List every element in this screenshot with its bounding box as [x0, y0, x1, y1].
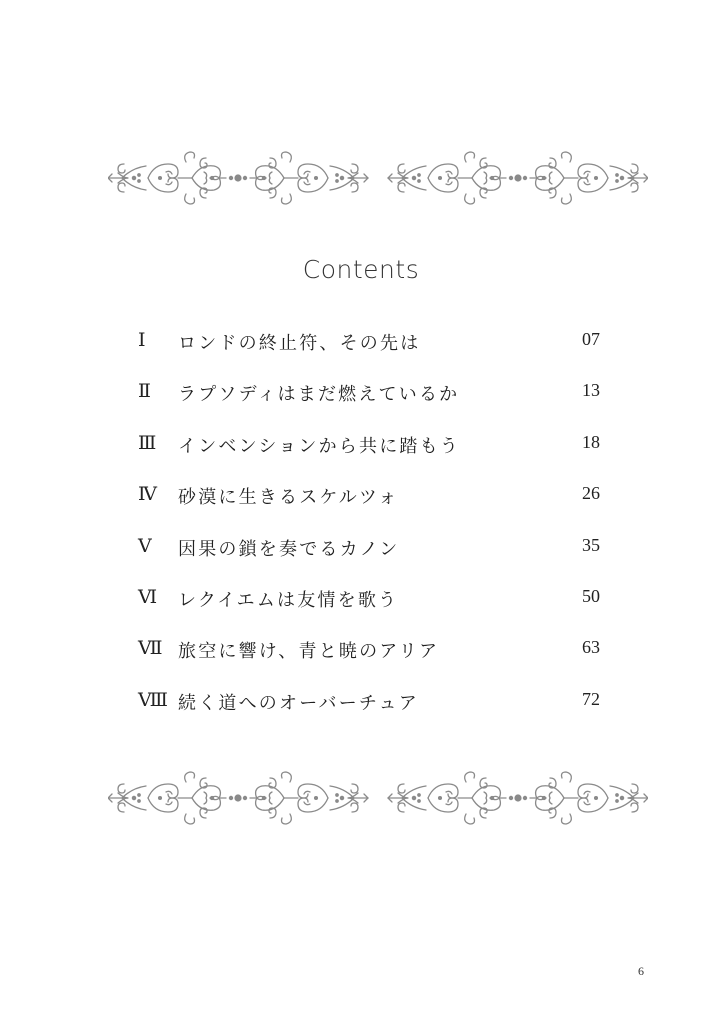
toc-entry[interactable] [138, 580, 600, 631]
chapter-numeral: Ⅴ [138, 535, 152, 557]
chapter-page-number: 63 [582, 637, 600, 658]
filigree-scroll-divider-icon [108, 768, 648, 828]
toc-entry[interactable] [138, 323, 600, 374]
chapter-numeral: Ⅵ [138, 586, 158, 608]
toc-entry[interactable] [138, 683, 600, 734]
chapter-title: 砂漠に生きるスケルツォ [178, 487, 399, 509]
chapter-title: ロンドの終止符、その先は [178, 333, 421, 354]
chapter-page-number: 50 [582, 585, 600, 606]
chapter-page-number: 13 [582, 380, 600, 401]
filigree-scroll-divider-icon [108, 148, 648, 208]
page-number: 6 [638, 964, 644, 978]
toc-entry[interactable] [138, 426, 600, 477]
chapter-page-number: 26 [582, 483, 600, 504]
toc-entry[interactable] [138, 477, 600, 528]
chapter-title: 続く道へのオーバーチュア [178, 692, 419, 714]
chapter-numeral: Ⅷ [138, 689, 168, 711]
chapter-title: レクイエムは友情を歌う [178, 589, 399, 611]
chapter-numeral: Ⅳ [138, 484, 157, 506]
toc-entry[interactable] [138, 529, 600, 580]
chapter-numeral: Ⅲ [138, 432, 157, 454]
chapter-title: 旅空に響け、青と暁のアリア [178, 641, 440, 663]
chapter-title: インベンションから共に踏もう [178, 435, 460, 457]
chapter-numeral: Ⅰ [138, 330, 146, 351]
chapter-page-number: 35 [582, 534, 600, 555]
contents-title: Contents [302, 255, 420, 284]
toc-entry[interactable] [138, 631, 600, 682]
chapter-page-number: 72 [582, 688, 600, 709]
chapter-title: 因果の鎖を奏でるカノン [178, 538, 400, 560]
toc-entry[interactable] [138, 374, 600, 425]
table-of-contents [138, 323, 600, 734]
chapter-title: ラプソディはまだ燃えているか [178, 384, 460, 406]
chapter-numeral: Ⅶ [138, 638, 163, 660]
chapter-page-number: 18 [582, 431, 600, 452]
chapter-page-number: 07 [582, 329, 600, 349]
chapter-numeral: Ⅱ [138, 381, 151, 403]
